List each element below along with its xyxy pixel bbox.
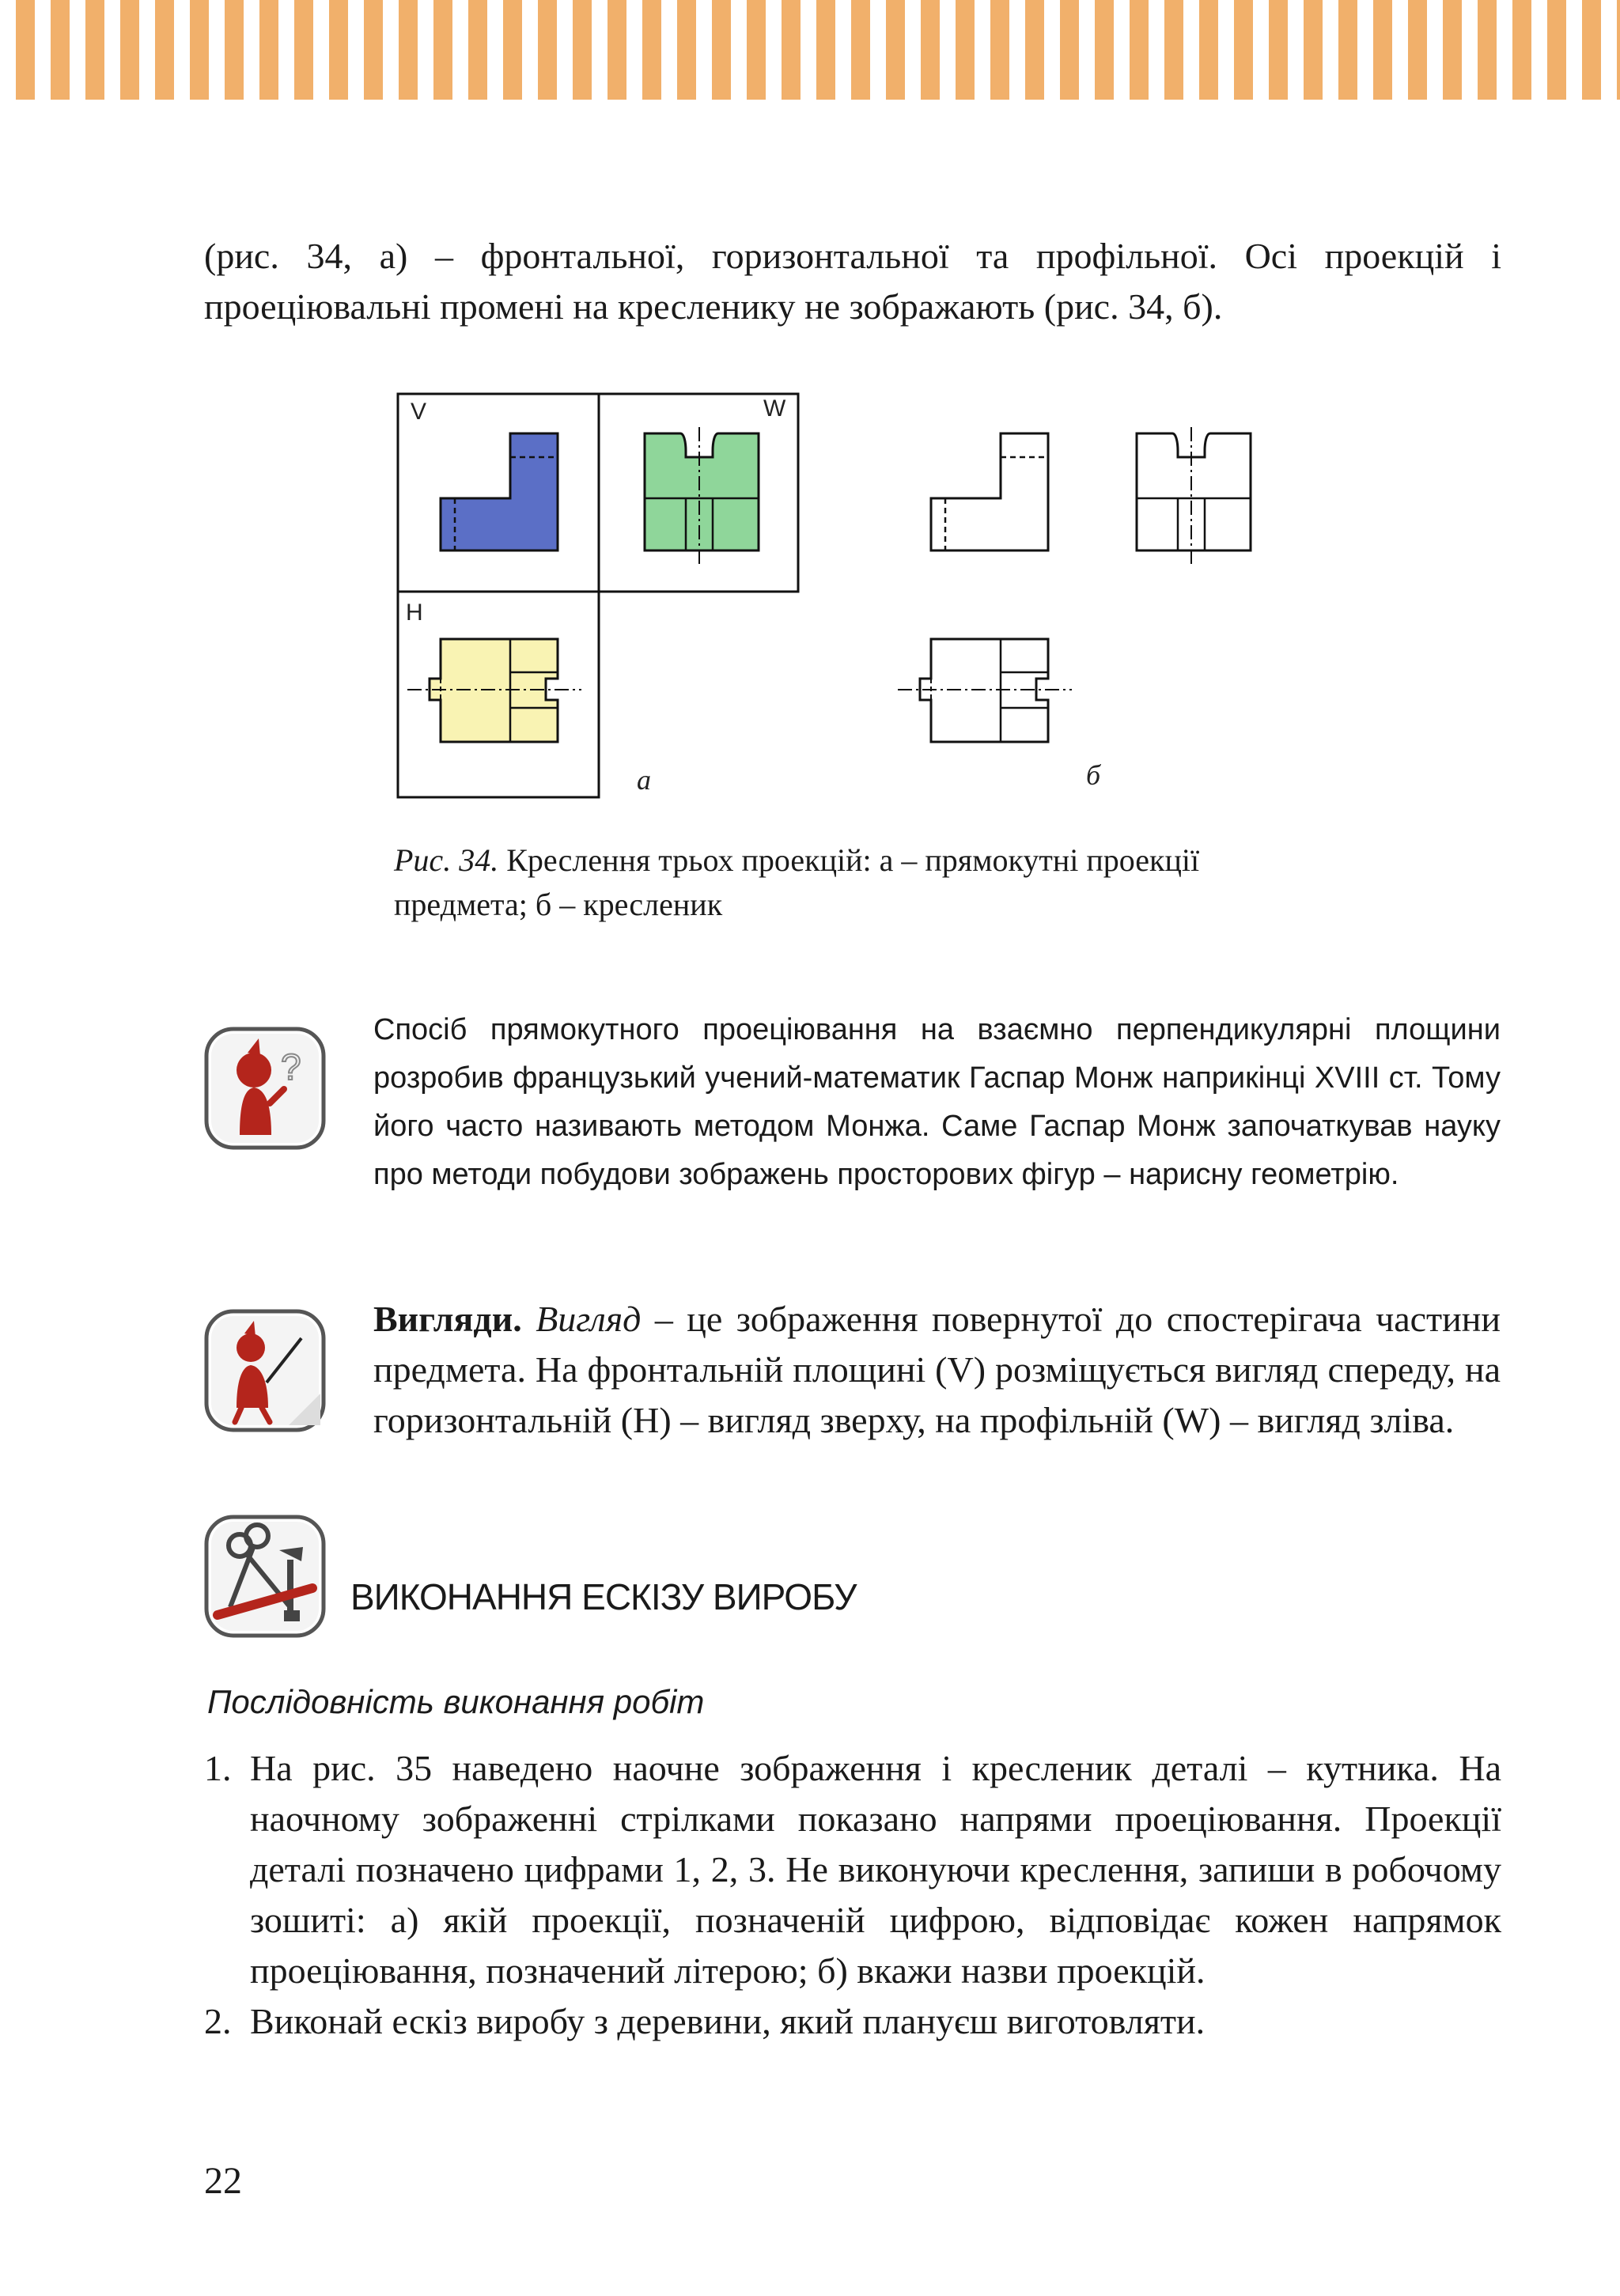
top-stripe-decoration [0,0,1620,103]
tools-icon [202,1512,328,1643]
label-h: H [406,600,423,626]
list-item-number: 2. [204,2001,232,2041]
caption-label: Рис. 34. [394,842,499,878]
views-bold-term: Вигляди. [373,1299,522,1339]
task-list [204,1743,1501,2047]
monge-note: Спосіб прямокутного проеціювання на взаємно перпендикулярні площини розробив французький учений-математик Гаспар Монж наприкінці XVIII ст. Тому його часто називають методом Монжа. Саме Гаспар Монж започаткував науку про методи побудови зображень просторових фігур – нарисну геометрію. [373,1013,1501,1191]
practice-subheading: Послідовність виконання робіт [207,1683,705,1720]
views-paragraph [373,1294,1501,1446]
side-view-colored [645,433,759,550]
intro-paragraph: (рис. 34, а) – фронтальної, горизонтальної та профільної. Осі проекцій і проеціювальні промені на кресленику не зображають (рис. 34, б). [204,236,1501,327]
sub-label-a: а [637,764,651,796]
label-w: W [763,395,786,422]
curious-figure-icon [202,1024,328,1155]
svg-text:?: ? [281,1046,301,1087]
practice-heading: ВИКОНАННЯ ЕСКІЗУ ВИРОБУ [350,1576,857,1617]
list-item [204,1996,1501,2047]
list-item-text: Виконай ескіз виробу з деревини, який плануєш виготовляти. [250,2001,1206,2041]
list-item-number: 1. [204,1748,232,1788]
frame-v [398,394,599,592]
projection-drawing [392,388,1262,807]
views-text: – це зображення повернутої до спостерігача частини предмета. На фронтальній площині (V) розміщується вигляд спереду, на горизонтальній (H) – вигляд зверху, на профільній (W) – вигляд зліва. [373,1299,1501,1440]
drawing-figure-icon [202,1307,328,1437]
sub-label-b: б [1086,759,1101,791]
label-v: V [411,399,427,425]
drawing-b [898,427,1251,742]
list-item-text: На рис. 35 наведено наочне зображення і кресленик деталі – кутника. На наочному зображенні стрілками показано напрями проеціювання. Проекції деталі позначено цифрами 1, 2, 3. Не виконуючи креслення, запиши в робочому зошиті: а) якій проекції, позначеній цифрою, відповідає кожен напрямок проеціювання, позначений літерою; б) вкажи назви проекцій. [250,1748,1501,1991]
caption-text: Креслення трьох проекцій: а – прямокутні проекції предмета; б – кресленик [394,842,1200,922]
list-item [204,1743,1501,1996]
figure-34 [392,388,1262,807]
page-number: 22 [204,2160,242,2202]
front-view-colored [441,433,558,550]
figure-caption [394,838,1264,927]
views-italic-term: Вигляд [536,1299,642,1339]
